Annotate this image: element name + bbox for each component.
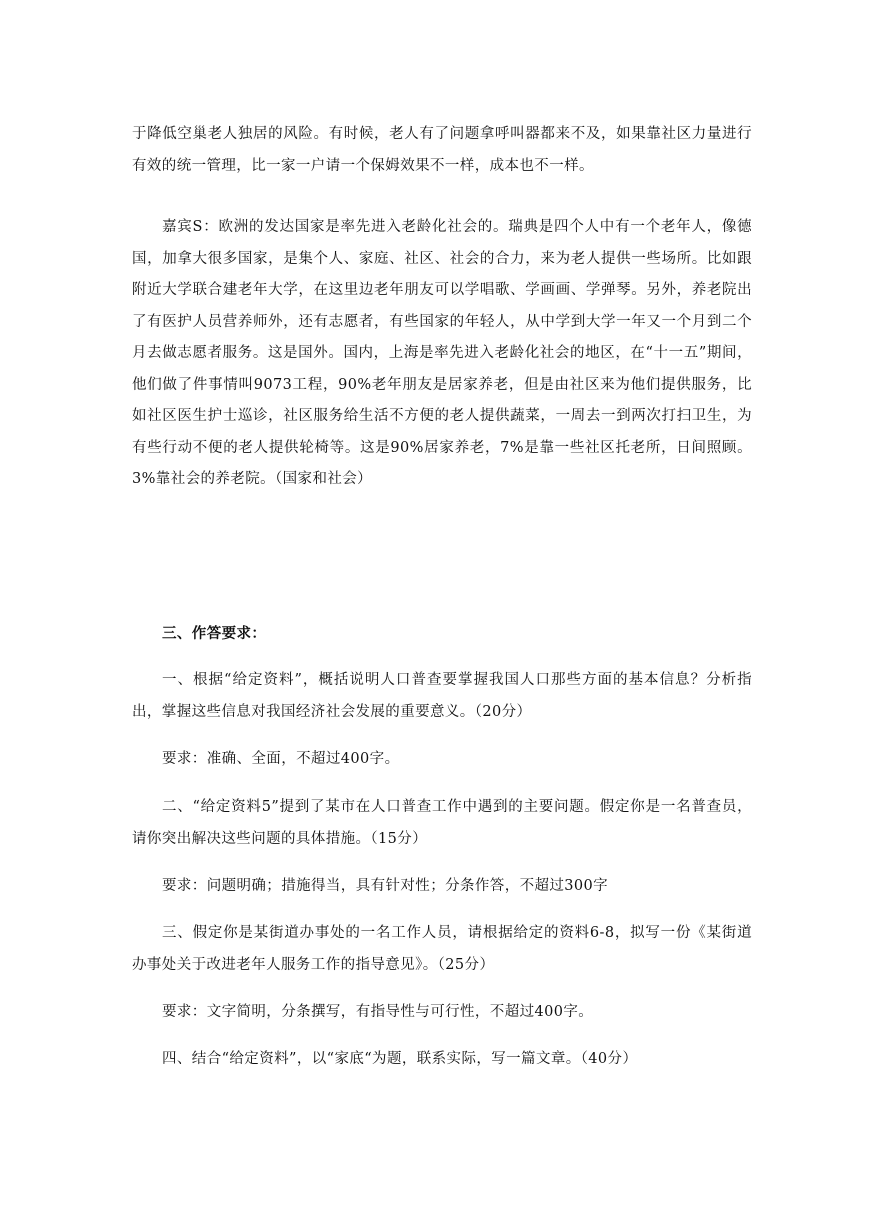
- question-3: 三、假定你是某街道办事处的一名工作人员，请根据给定的资料6-8，拟写一份《某街道办事处关于改进老年人服务工作的指导意见》。（25分）: [132, 925, 752, 973]
- paragraph-continuation: 于降低空巢老人独居的风险。有时候，老人有了问题拿呼叫器都来不及，如果靠社区力量进行有效的统一管理，比一家一户请一个保姆效果不一样，成本也不一样。: [132, 126, 752, 174]
- question-1-requirement: 要求：准确、全面，不超过400字。: [162, 751, 400, 767]
- question-4: 四、结合“给定资料”，以“家底“为题，联系实际，写一篇文章。（40分）: [162, 1051, 638, 1067]
- section-title: 三、作答要求：: [162, 625, 267, 642]
- question-2: 二、“给定资料5”提到了某市在人口普查工作中遇到的主要问题。假定你是一名普查员，请你突出解决这些问题的具体措施。（15分）: [132, 799, 752, 847]
- paragraph-guest-s: 嘉宾S：欧洲的发达国家是率先进入老龄化社会的。瑞典是四个人中有一个老年人，像德国，加拿大很多国家，是集个人、家庭、社区、社会的合力，来为老人提供一些场所。比如跟附近大学联合建老年大学，在这里边老年朋友可以学唱歌、学画画、学弹琴。另外，养老院出了有医护人员营养师外，还有志愿者，有些国家的年轻人，从中学到大学一年又一个月到二个月去做志愿者服务。这是国外。国内，上海是率先进入老龄化社会的地区，在“十一五”期间，他们做了件事情叫9073工程，90%老年朋友是居家养老，但是由社区来为他们提供服务，比如社区医生护士巡诊，社区服务给生活不方便的老人提供蔬菜，一周去一到两次打扫卫生，为有些行动不便的老人提供轮椅等。这是90%居家养老，7%是靠一些社区托老所，日间照顾。3%靠社会的养老院。（国家和社会）: [132, 219, 752, 487]
- question-1: 一、根据“给定资料”，概括说明人口普查要掌握我国人口那些方面的基本信息？分析指出，掌握这些信息对我国经济社会发展的重要意义。（20分）: [132, 672, 752, 720]
- question-3-requirement: 要求：文字简明，分条撰写，有指导性与可行性，不超过400字。: [162, 1004, 594, 1020]
- question-2-requirement: 要求：问题明确；措施得当，具有针对性；分条作答，不超过300字: [162, 878, 609, 894]
